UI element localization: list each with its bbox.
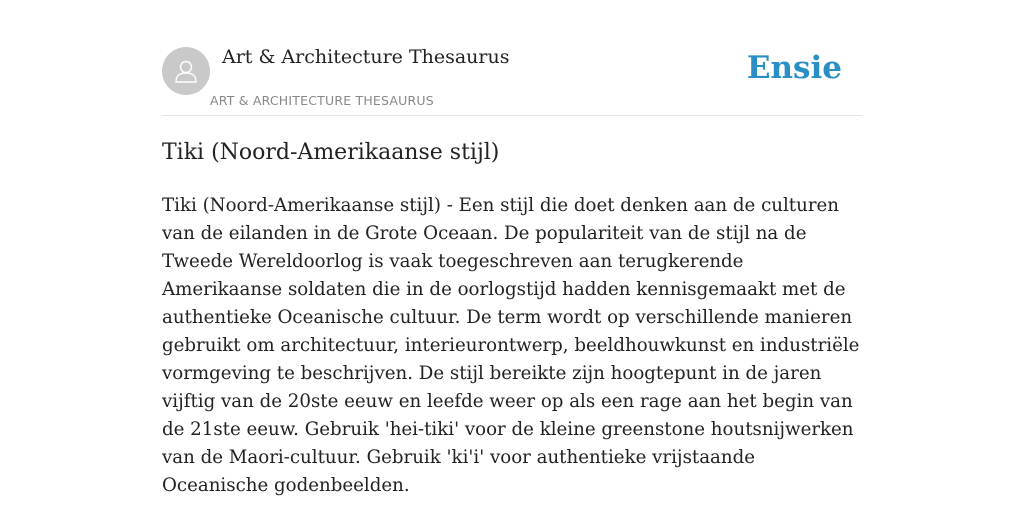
header-divider xyxy=(162,115,862,116)
source-name[interactable]: Art & Architecture Thesaurus xyxy=(222,46,510,68)
source-subtitle: ART & ARCHITECTURE THESAURUS xyxy=(210,93,434,108)
entry-description: Tiki (Noord-Amerikaanse stijl) - Een stijl die doet denken aan de culturen van de eilanden in de Grote Oceaan. De populariteit van de stijl na de Tweede Wereldoorlog is vaak toegeschreven aan terugkerende Amerikaanse soldaten die in de oorlogstijd hadden kennisgemaakt met de authentieke Oceanische cultuur. De term wordt op verschillende manieren gebruikt om architectuur, interieurontwerp, beeldhouwkunst en industriële vormgeving te beschrijven. De stijl bereikte zijn hoogtepunt in de jaren vijftig van de 20ste eeuw en leefde weer op als een rage aan het begin van de 21ste eeuw. Gebruik 'hei-tiki' voor de kleine greenstone houtsnijwerken van de Maori-cultuur. Gebruik 'ki'i' voor authentieke vrijstaande Oceanische godenbeelden. xyxy=(162,195,860,496)
entry-title: Tiki (Noord-Amerikaanse stijl) xyxy=(162,140,500,165)
user-icon xyxy=(171,56,201,86)
avatar[interactable] xyxy=(162,47,210,95)
entry-card xyxy=(162,0,862,512)
brand-logo[interactable]: Ensie xyxy=(746,50,842,86)
